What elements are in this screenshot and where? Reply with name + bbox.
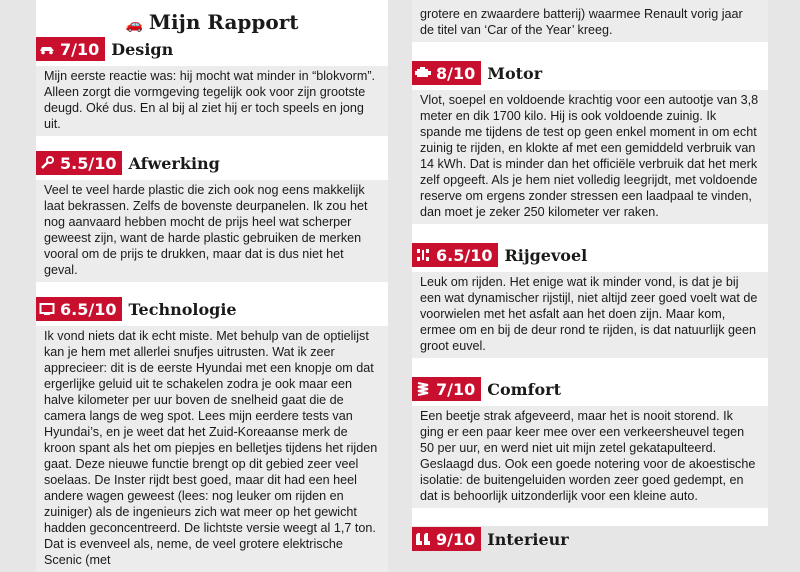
section-text: Ik vond niets dat ik echt miste. Met behulp van de optielijst kan je hem met allerlei snufjes uitrusten. Wat ik zeer apprecieer: dit is de eerste Hyundai met een knopje om dat ergerlijke geluid uit te schakelen zodra je ook maar een halve kilometer per uur boven de snelheid gaat die de camera langs de weg spot. Lees mijn eerdere tests van Hyundai’s, en je weet dat het Zuid-Koreaanse merk de kroon spant als het om piepjes en belletjes tijdens het rijden gaat. Deze nieuwe functie brengt op dit gebied zeer veel soelaas. De Inster rijdt best goed, maar dit had een heel andere wagen geweest (lees: nog leuker om rijden en zuiniger) als de ingenieurs zich wat meer op het gewicht hadden geconcentreerd. De lichtste versie weegt al 1,7 ton. Dat is evenveel als, neme, de veel grotere elektrische Scenic (met: [36, 326, 388, 572]
section-technologie: [36, 296, 388, 572]
section-text: Mijn eerste reactie was: hij mocht wat minder in “blokvorm”. Alleen zorgt die vormgeving tegelijk ook voor zijn grootste deugd. Oké dus. En al bij al ziet hij er toch speels en jong uit.: [36, 66, 388, 136]
section-header: [36, 36, 388, 62]
right-column: [412, 0, 768, 549]
score-badge: [36, 151, 122, 175]
wrench-icon: [38, 154, 56, 172]
section-name: Technologie: [128, 299, 237, 319]
score-value: 9/10: [436, 529, 476, 549]
score-value: 7/10: [436, 379, 476, 399]
score-value: 8/10: [436, 63, 476, 83]
report-title: [36, 8, 388, 36]
score-value: 6.5/10: [436, 245, 493, 265]
section-text: Vlot, soepel en voldoende krachtig voor een autootje van 3,8 meter en dik 1700 kilo. Hij is ook voldoende zuinig. Ik spande me tijdens de test op geen enkel moment in om echt zuinig te rijden, en klokte af met een gemiddeld verbruik van 14 kWh. Dat is minder dan het officiële verbruik dat het merk zelf opgeeft. Als je hem niet volledig leegrijdt, met voldoende reserve om ergens zonder stressen een laadpaal te vinden, dan moet je zeker 250 kilometer ver raken.: [412, 90, 768, 224]
score-value: 6.5/10: [60, 299, 117, 319]
left-column: [36, 0, 388, 567]
section-name: Afwerking: [128, 153, 220, 173]
spring-icon: [414, 380, 432, 398]
score-badge: [412, 61, 481, 85]
chassis-icon: [414, 246, 432, 264]
continued-text: grotere en zwaardere batterij) waarmee Renault vorig jaar de titel van ‘Car of the Year’ kreeg.: [412, 0, 768, 42]
car-clipboard-icon: 🚗: [125, 17, 143, 33]
engine-icon: [414, 64, 432, 82]
report-title-text: Mijn Rapport: [148, 10, 299, 34]
section-header: [412, 376, 768, 402]
screen-icon: [38, 300, 56, 318]
section-comfort: [412, 376, 768, 508]
section-header: [412, 60, 768, 86]
section-name: Rijgevoel: [504, 245, 588, 265]
score-value: 7/10: [60, 39, 100, 59]
score-badge: [36, 297, 122, 321]
section-header: [412, 242, 768, 268]
seats-icon: [414, 530, 432, 548]
score-badge: [412, 243, 498, 267]
section-header: [36, 296, 388, 322]
score-badge: [412, 527, 481, 551]
section-name: Comfort: [487, 379, 561, 399]
section-afwerking: [36, 150, 388, 282]
section-name: Design: [111, 39, 174, 59]
car-icon: [38, 40, 56, 58]
section-motor: [412, 60, 768, 224]
section-interieur: [412, 526, 768, 552]
section-text: Een beetje strak afgeveerd, maar het is nooit storend. Ik ging er een paar keer mee over een verkeersheuvel tegen 50 per uur, en werd niet uit mijn zetel gekatapulteerd. Geslaagd dus. Ook een goede notering voor de akoestische isolatie: de buitengeluiden worden zeer goed gedempt, en dat is behoorlijk uitzonderlijk voor een kleine auto.: [412, 406, 768, 508]
section-text: Leuk om rijden. Het enige wat ik minder vond, is dat je bij een wat dynamischer rijstijl, niet altijd zeer goed voelt wat de voorwielen met het asfalt aan het doen zijn. Maar kom, ermee om en bij de deur rond te rijden, is dat natuurlijk geen groot euvel.: [412, 272, 768, 358]
section-rijgevoel: [412, 242, 768, 358]
section-header: [412, 526, 768, 552]
score-badge: [412, 377, 481, 401]
section-design: [36, 36, 388, 136]
section-name: Motor: [487, 63, 543, 83]
section-text: Veel te veel harde plastic die zich ook nog eens makkelijk laat bekrassen. Zelfs de bovenste deurpanelen. Ik zou het nog aanvaard hebben mocht de prijs heel wat scherper geweest zijn, want de harde plastic gebruiken de merken vooral om de prijs te drukken, maar dat is dus niet het geval.: [36, 180, 388, 282]
section-name: Interieur: [487, 529, 569, 549]
score-value: 5.5/10: [60, 153, 117, 173]
section-header: [36, 150, 388, 176]
score-badge: [36, 37, 105, 61]
